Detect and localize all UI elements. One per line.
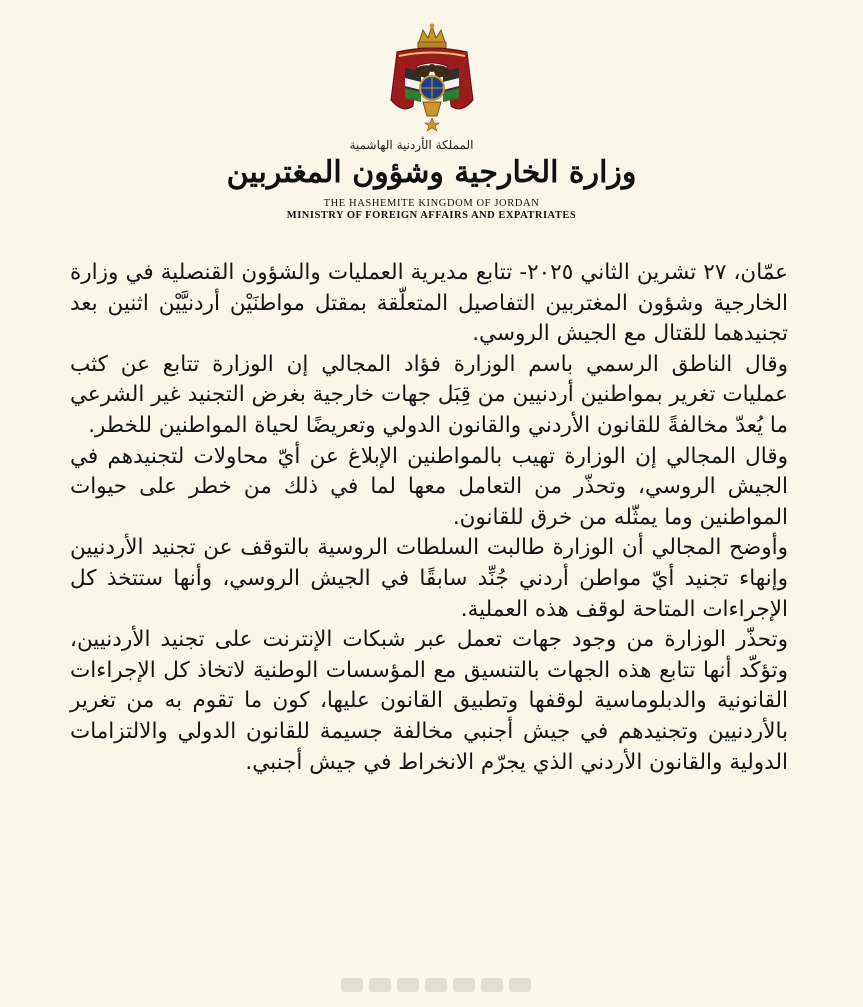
- watermark-block: [425, 978, 447, 992]
- jordan-coat-of-arms-icon: [377, 22, 487, 134]
- ministry-name-arabic: وزارة الخارجية وشؤون المغتربين: [226, 155, 637, 190]
- watermark-block: [453, 978, 475, 992]
- kingdom-name-arabic: المملكة الأردنية الهاشمية: [349, 138, 474, 152]
- kingdom-name-english: THE HASHEMITE KINGDOM OF JORDAN: [323, 198, 540, 209]
- watermark-block: [341, 978, 363, 992]
- ministry-name-english: MINISTRY OF FOREIGN AFFAIRS AND EXPATRIATES: [286, 210, 577, 221]
- watermark-block: [397, 978, 419, 992]
- letterhead: [0, 22, 863, 221]
- statement-paragraph: عمّان، ٢٧ تشرين الثاني ٢٠٢٥- تتابع مديرية العمليات والشؤون القنصلية في وزارة الخارجية وشؤون المغتربين التفاصيل المتعلّقة بمقتل مواطنَيْن أردنيَّيْن اثنين بعد تجنيدهما للقتال مع الجيش الروسي.: [70, 260, 788, 347]
- watermark-block: [369, 978, 391, 992]
- statement-paragraph: وقال الناطق الرسمي باسم الوزارة فؤاد المجالي إن الوزارة تتابع عن كثب عمليات تغرير بمواطنين أردنيين من قِبَل جهات خارجية بغرض التجنيد غير الشرعي ما يُعدّ مخالفةً للقانون الأردني والقانون الدولي وتعريضًا لحياة المواطنين للخطر.: [70, 351, 788, 438]
- statement-paragraph: وأوضح المجالي أن الوزارة طالبت السلطات الروسية بالتوقف عن تجنيد الأردنيين وإنهاء تجنيد أيّ مواطن أردني جُنِّد سابقًا في الجيش الروسي، وأنها ستتخذ كل الإجراءات المتاحة لوقف هذه العملية.: [70, 535, 788, 622]
- watermark-block: [509, 978, 531, 992]
- statement-body: [70, 258, 788, 778]
- watermark-block: [481, 978, 503, 992]
- statement-paragraph: وقال المجالي إن الوزارة تهيب بالمواطنين الإبلاغ عن أيّ محاولات لتجنيدهم في الجيش الروسي، وتحذّر من التعامل معها لما في ذلك من خطر على حيوات المواطنين وما يمثّله من خرق للقانون.: [70, 443, 788, 530]
- statement-paragraph: وتحذّر الوزارة من وجود جهات تعمل عبر شبكات الإنترنت على تجنيد الأردنيين، وتؤكّد أنها تتابع هذه الجهات بالتنسيق مع المؤسسات الوطنية لاتخاذ كل الإجراءات القانونية والدبلوماسية لوقفها وتطبيق القانون عليها، كون ما تقوم به من تغرير بالأردنيين وتجنيدهم في جيش أجنبي مخالفة جسيمة للقانون الدولي والالتزامات الدولية والقانون الأردني الذي يجرّم الانخراط في جيش أجنبي.: [70, 627, 788, 775]
- watermark: [341, 978, 531, 992]
